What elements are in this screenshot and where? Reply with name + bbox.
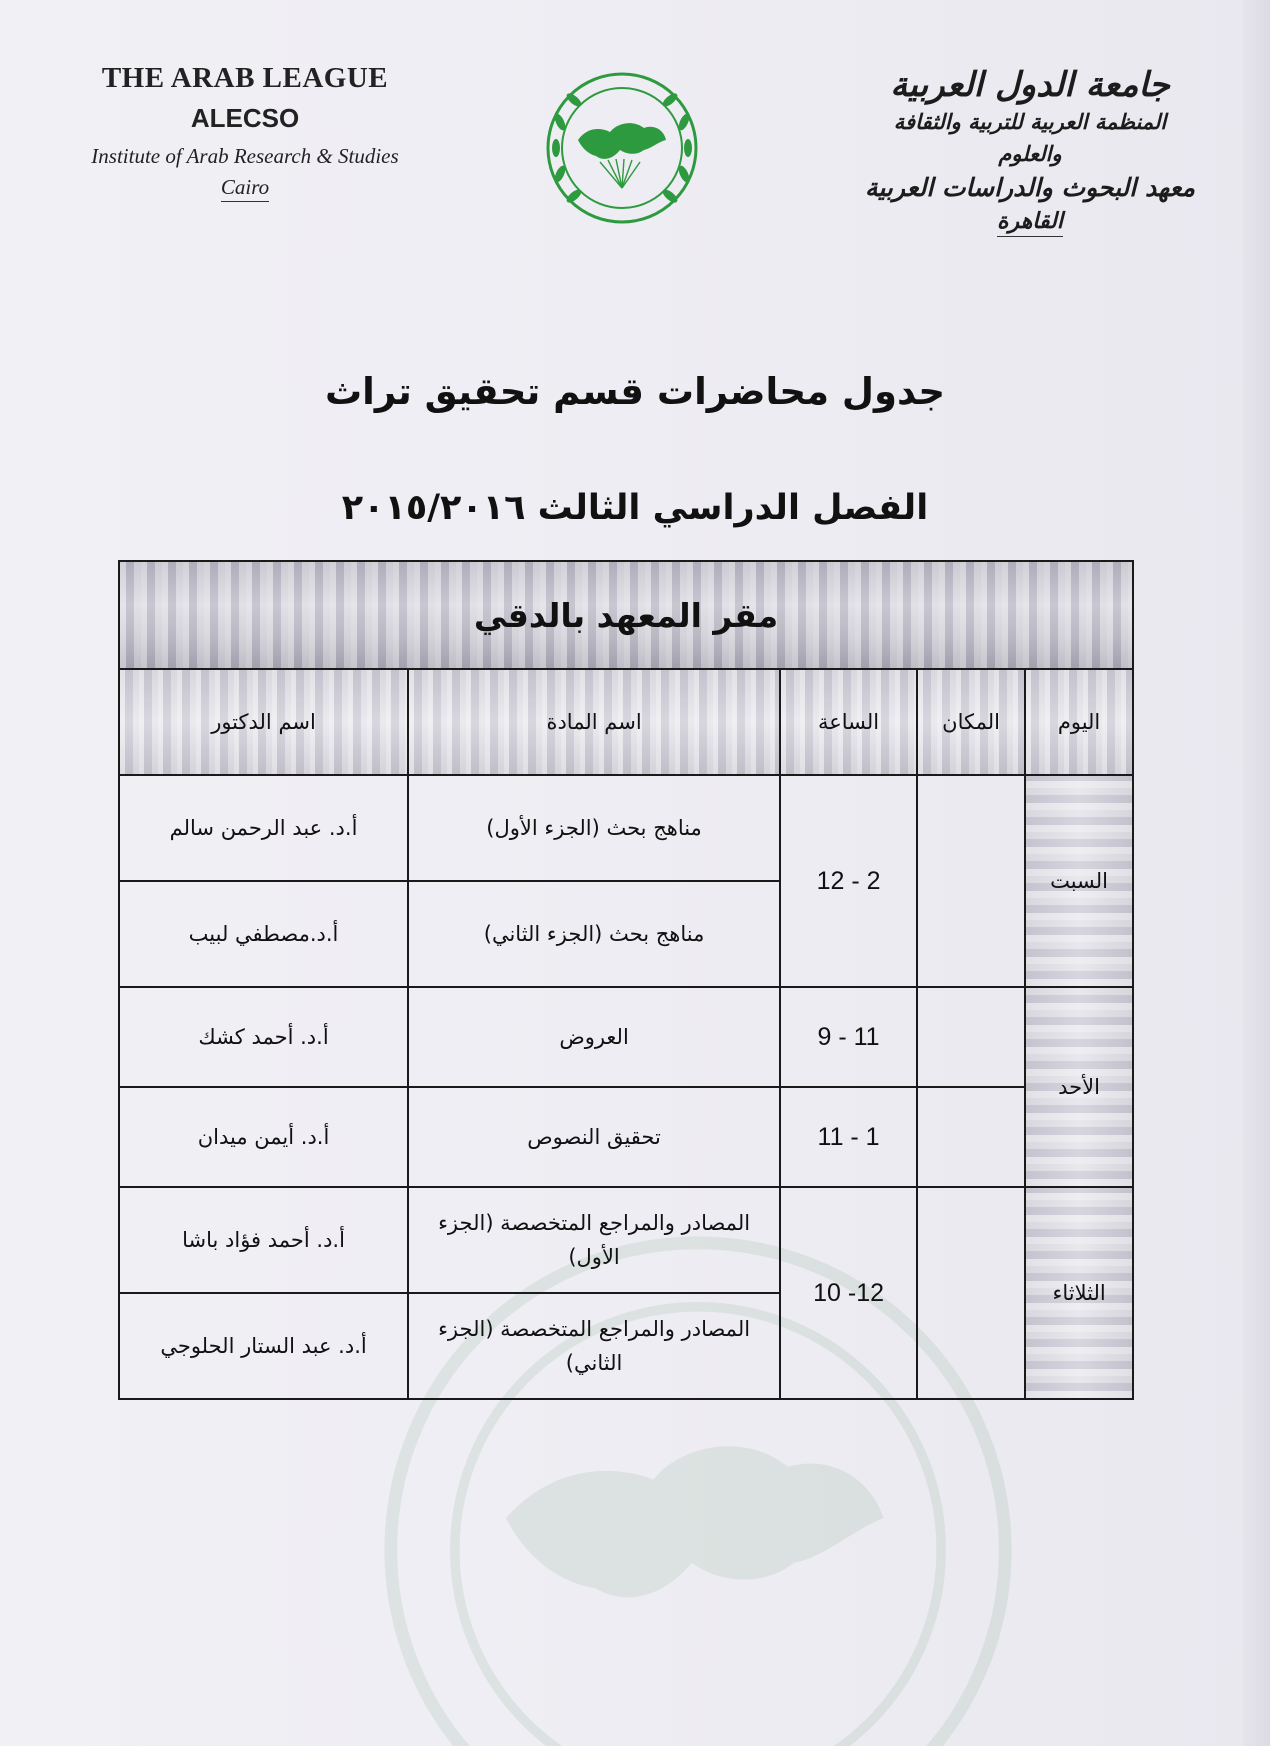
col-header-course: اسم المادة: [408, 669, 780, 775]
doctor-cell: أ.د. عبد الستار الحلوجي: [119, 1293, 408, 1399]
col-header-time: الساعة: [780, 669, 917, 775]
time-cell: 9 - 11: [780, 987, 917, 1087]
time-cell: 10 -12: [780, 1187, 917, 1399]
table-row: [119, 1087, 1133, 1187]
col-header-day: اليوم: [1025, 669, 1133, 775]
course-cell: العروض: [408, 987, 780, 1087]
page-subtitle: الفصل الدراسي الثالث ٢٠١٥/٢٠١٦: [341, 488, 929, 528]
campus-header: مقر المعهد بالدقي: [119, 561, 1133, 669]
course-cell: مناهج بحث (الجزء الثاني): [408, 881, 780, 987]
course-cell: المصادر والمراجع المتخصصة (الجزء الثاني): [408, 1293, 780, 1399]
org-name-en: THE ARAB LEAGUE: [101, 62, 389, 94]
org-abbrev-en: ALECSO: [190, 103, 300, 133]
place-cell: [917, 987, 1025, 1087]
table-row: [119, 775, 1133, 881]
table-row: [119, 987, 1133, 1087]
day-cell-sunday: الأحد: [1025, 987, 1133, 1187]
day-cell-tuesday: الثلاثاء: [1025, 1187, 1133, 1399]
course-cell: مناهج بحث (الجزء الأول): [408, 775, 780, 881]
city-en: Cairo: [221, 175, 269, 202]
org-name-ar: جامعة الدول العربية: [890, 65, 1170, 105]
col-header-place: المكان: [917, 669, 1025, 775]
header-arabic: [860, 64, 1200, 237]
course-cell: تحقيق النصوص: [408, 1087, 780, 1187]
time-cell: 12 - 2: [780, 775, 917, 987]
doctor-cell: أ.د. أحمد فؤاد باشا: [119, 1187, 408, 1293]
institute-name-ar: معهد البحوث والدراسات العربية: [864, 173, 1196, 202]
schedule-table: [118, 560, 1134, 1400]
course-cell: المصادر والمراجع المتخصصة (الجزء الأول): [408, 1187, 780, 1293]
city-ar: القاهرة: [997, 206, 1063, 237]
place-cell: [917, 1187, 1025, 1399]
doctor-cell: أ.د. أيمن ميدان: [119, 1087, 408, 1187]
doctor-cell: أ.د. أحمد كشك: [119, 987, 408, 1087]
schedule-table-wrap: [118, 560, 1132, 1414]
page-edge: [1242, 0, 1270, 1746]
page-title: جدول محاضرات قسم تحقيق تراث: [324, 370, 946, 413]
table-row: [119, 1187, 1133, 1293]
doctor-cell: أ.د. عبد الرحمن سالم: [119, 775, 408, 881]
col-header-doctor: اسم الدكتور: [119, 669, 408, 775]
doctor-cell: أ.د.مصطفي لبيب: [119, 881, 408, 987]
org-sub-ar: المنظمة العربية للتربية والثقافة والعلوم: [893, 109, 1167, 166]
place-cell: [917, 775, 1025, 987]
time-cell: 11 - 1: [780, 1087, 917, 1187]
place-cell: [917, 1087, 1025, 1187]
institute-name-en: Institute of Arab Research & Studies: [91, 144, 399, 168]
table-header-row: [119, 669, 1133, 775]
header-english: [60, 62, 430, 202]
arab-league-seal-icon: [544, 70, 700, 226]
day-cell-saturday: السبت: [1025, 775, 1133, 987]
